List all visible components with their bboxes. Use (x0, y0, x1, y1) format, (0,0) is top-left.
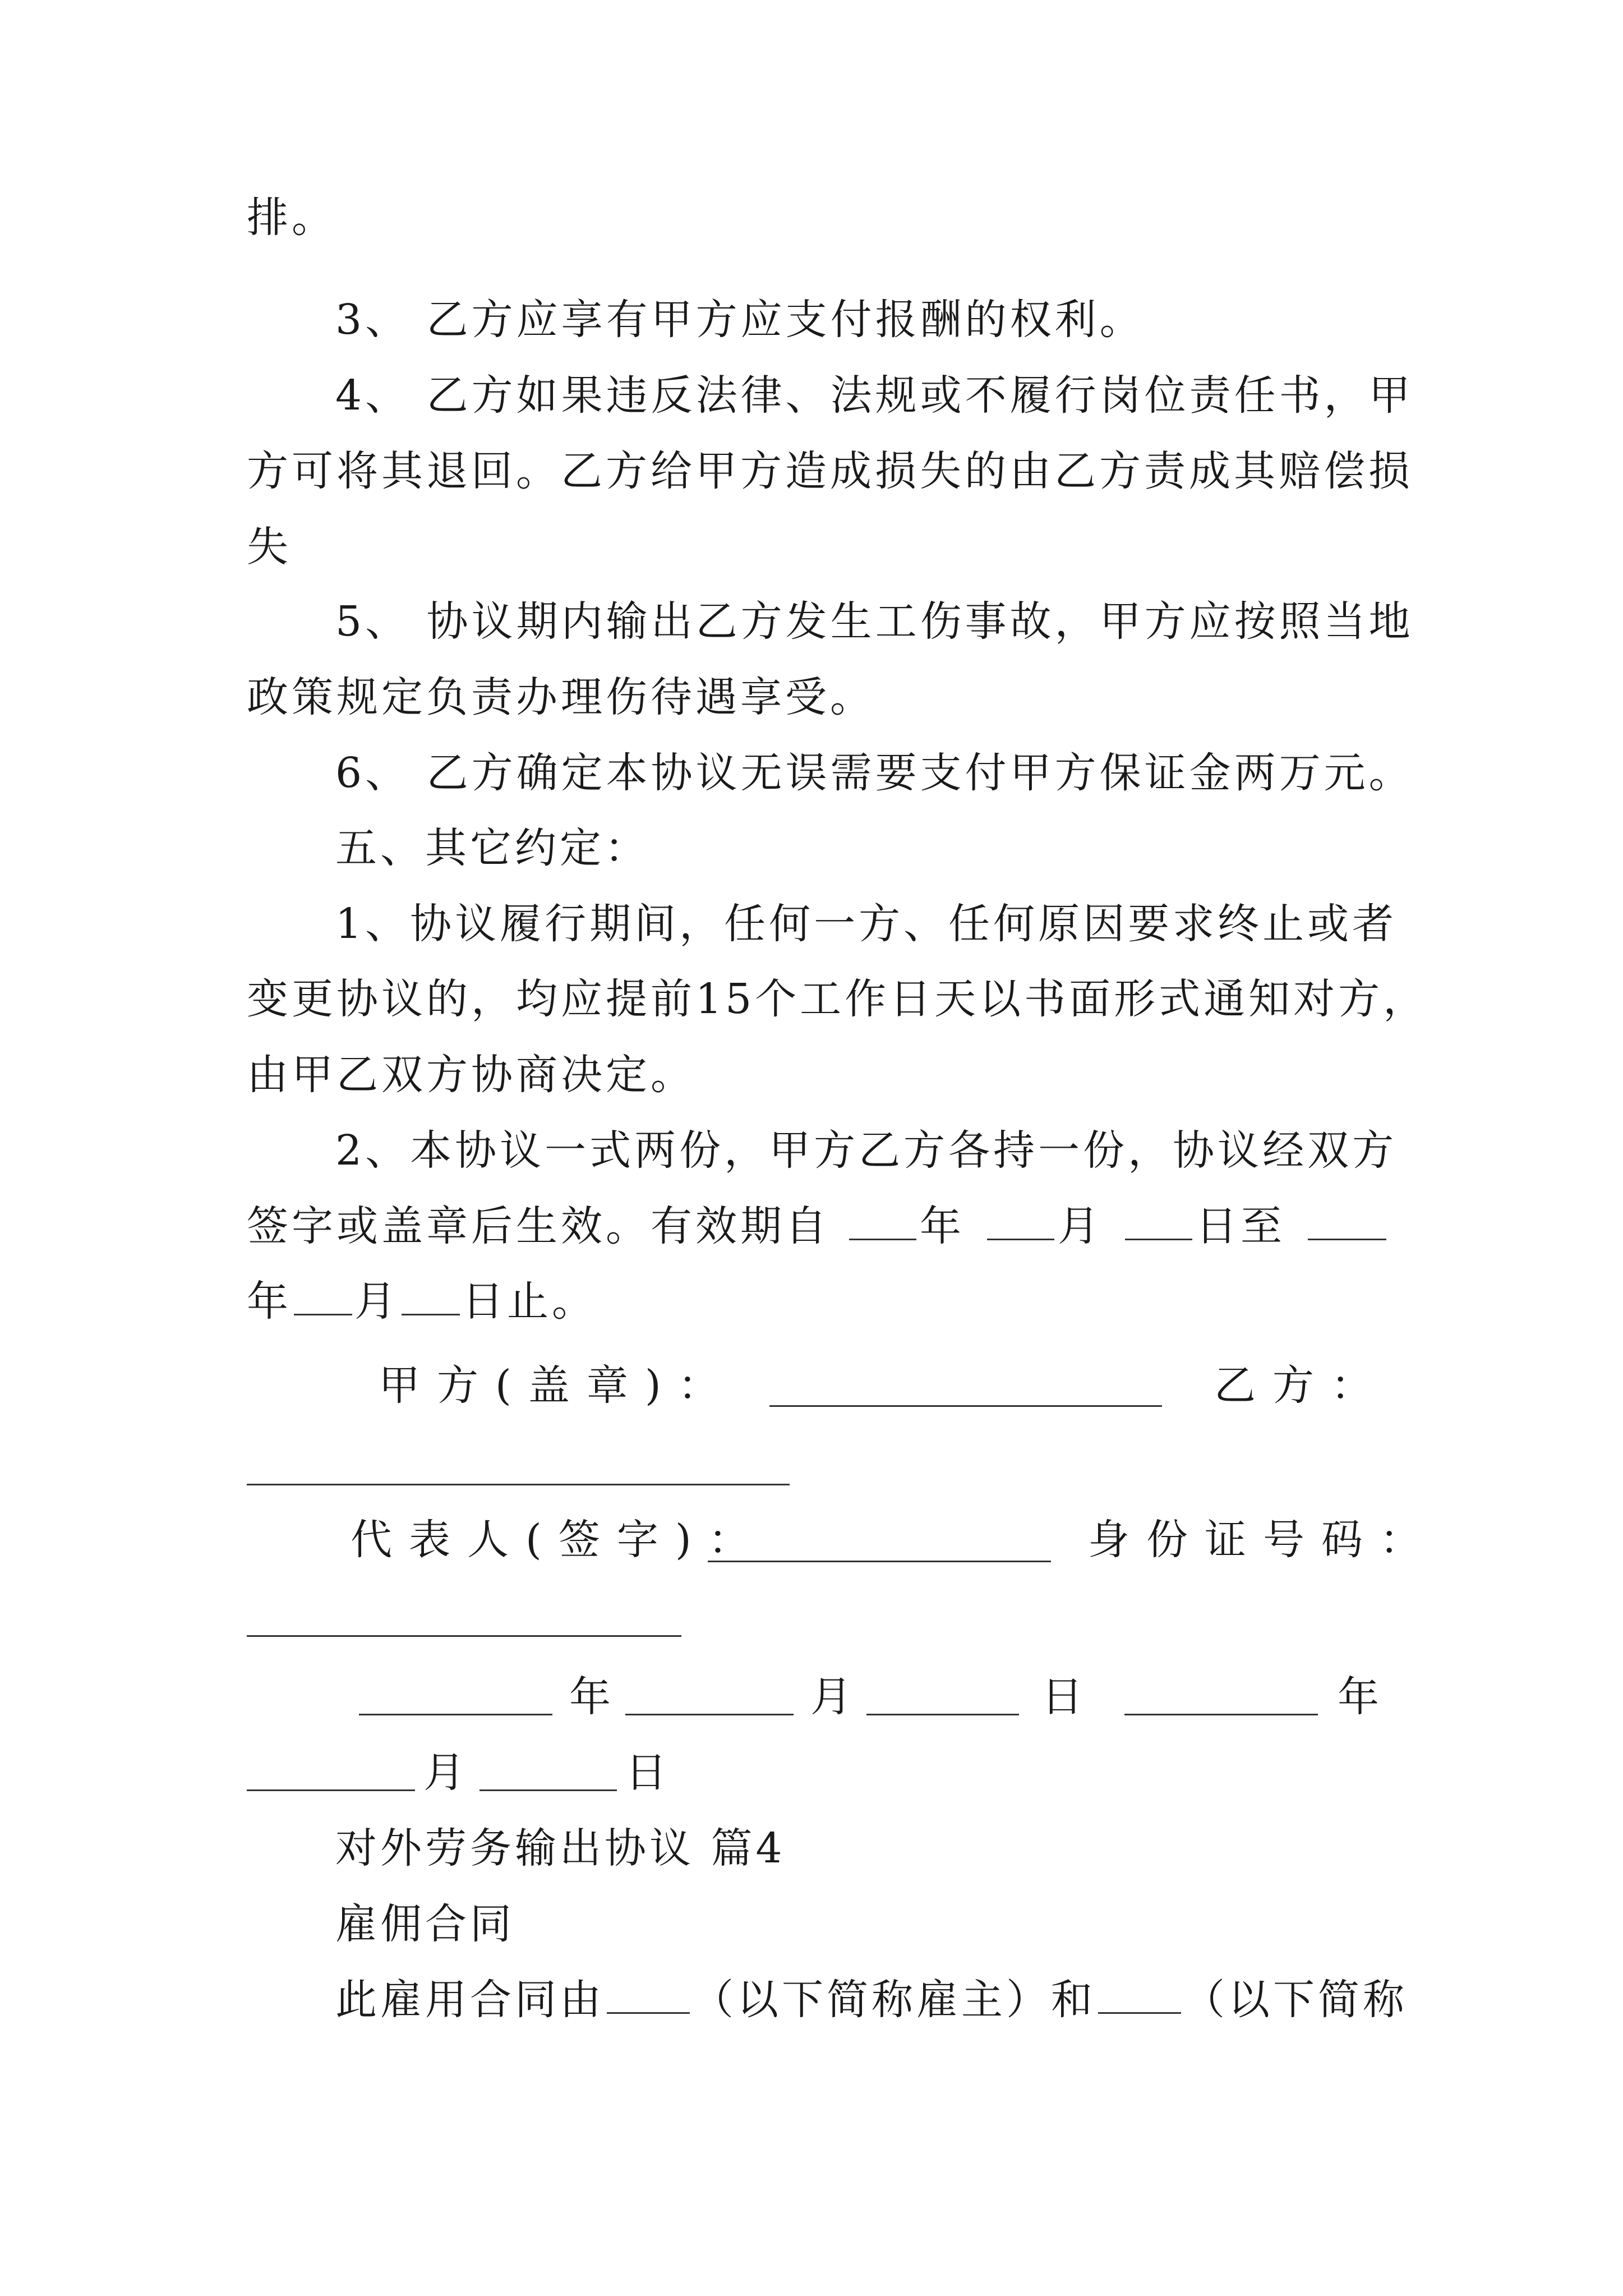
id-number-label: 身份证号码： (1088, 1516, 1438, 1564)
sign-year-label: 年 (1338, 1673, 1379, 1721)
party-b-signature-line (247, 1484, 790, 1485)
blank-year-end (1308, 1205, 1386, 1240)
validity-label: 签字或盖章后生效。有效期自 (247, 1202, 830, 1250)
text-line: 6、 乙方确定本协议无误需要支付甲方保证金两万元。 (335, 749, 1414, 797)
text-line: 排。 (247, 194, 336, 242)
blank-sign-month-1 (625, 1714, 794, 1715)
blank-month-start (987, 1205, 1054, 1240)
blank-employer (607, 1978, 690, 2014)
text-line: 方可将其退回。乙方给甲方造成损失的由乙方责成其赔偿损 (247, 447, 1413, 495)
sign-year-label: 年 (569, 1673, 611, 1721)
text-line: 3、 乙方应享有甲方应支付报酬的权利。 (335, 296, 1145, 344)
representative-signature-line (708, 1561, 1051, 1562)
party-a-label: 甲方(盖章)： (379, 1361, 736, 1410)
blank-sign-year-2 (1124, 1714, 1318, 1715)
sign-month-label: 月 (810, 1673, 852, 1721)
intro-text: （以下简称雇主）和 (692, 1976, 1096, 2024)
validity-line (247, 1198, 1390, 1254)
month-label: 月 (1058, 1202, 1103, 1250)
contract-intro-line (335, 1972, 1408, 2028)
validity-line-end (247, 1273, 597, 1329)
blank-year-start (849, 1205, 916, 1240)
blank-day-end (402, 1280, 460, 1315)
sign-day-label: 日 (1041, 1673, 1083, 1721)
day-to-label: 日至 (1196, 1202, 1285, 1250)
blank-sign-year-1 (359, 1714, 552, 1715)
blank-day-start (1125, 1205, 1192, 1240)
intro-text: 此雇用合同由 (335, 1976, 605, 2024)
section-heading: 五、其它约定： (335, 824, 649, 872)
text-line: 1、协议履行期间，任何一方、任何原因要求终止或者 (335, 900, 1398, 948)
text-line: 变更协议的，均应提前15个工作日天以书面形式通知对方， (247, 975, 1428, 1023)
text-line: 由甲乙双方协商决定。 (247, 1051, 695, 1099)
party-a-signature-line (769, 1405, 1162, 1407)
text-line: 失 (247, 523, 292, 571)
text-line: 政策规定负责办理伤待遇享受。 (247, 673, 875, 721)
blank-sign-month-2 (247, 1789, 415, 1791)
blank-month-end (294, 1280, 352, 1315)
blank-sign-day-1 (866, 1714, 1019, 1715)
intro-text: （以下简称 (1183, 1976, 1408, 2024)
text-line: 5、 协议期内输出乙方发生工伤事故，甲方应按照当地 (335, 597, 1414, 646)
day-end-label: 日止。 (462, 1277, 597, 1326)
month-label: 月 (354, 1277, 399, 1326)
blank-sign-day-2 (479, 1789, 617, 1791)
year-label: 年 (247, 1277, 292, 1326)
representative-label: 代表人(签字)： (351, 1516, 767, 1564)
text-line: 4、 乙方如果违反法律、法规或不履行岗位责任书，甲 (335, 371, 1414, 420)
blank-employee (1098, 1978, 1181, 2014)
year-label: 年 (920, 1202, 965, 1250)
document-heading: 对外劳务输出协议 篇4 (335, 1824, 786, 1872)
contract-heading: 雇佣合同 (335, 1900, 515, 1948)
sign-day-label: 日 (625, 1749, 667, 1797)
sign-month-label: 月 (423, 1749, 465, 1797)
id-number-line (247, 1635, 681, 1637)
text-line: 2、本协议一式两份，甲方乙方各持一份，协议经双方 (335, 1126, 1398, 1175)
party-b-label: 乙方： (1214, 1361, 1389, 1410)
